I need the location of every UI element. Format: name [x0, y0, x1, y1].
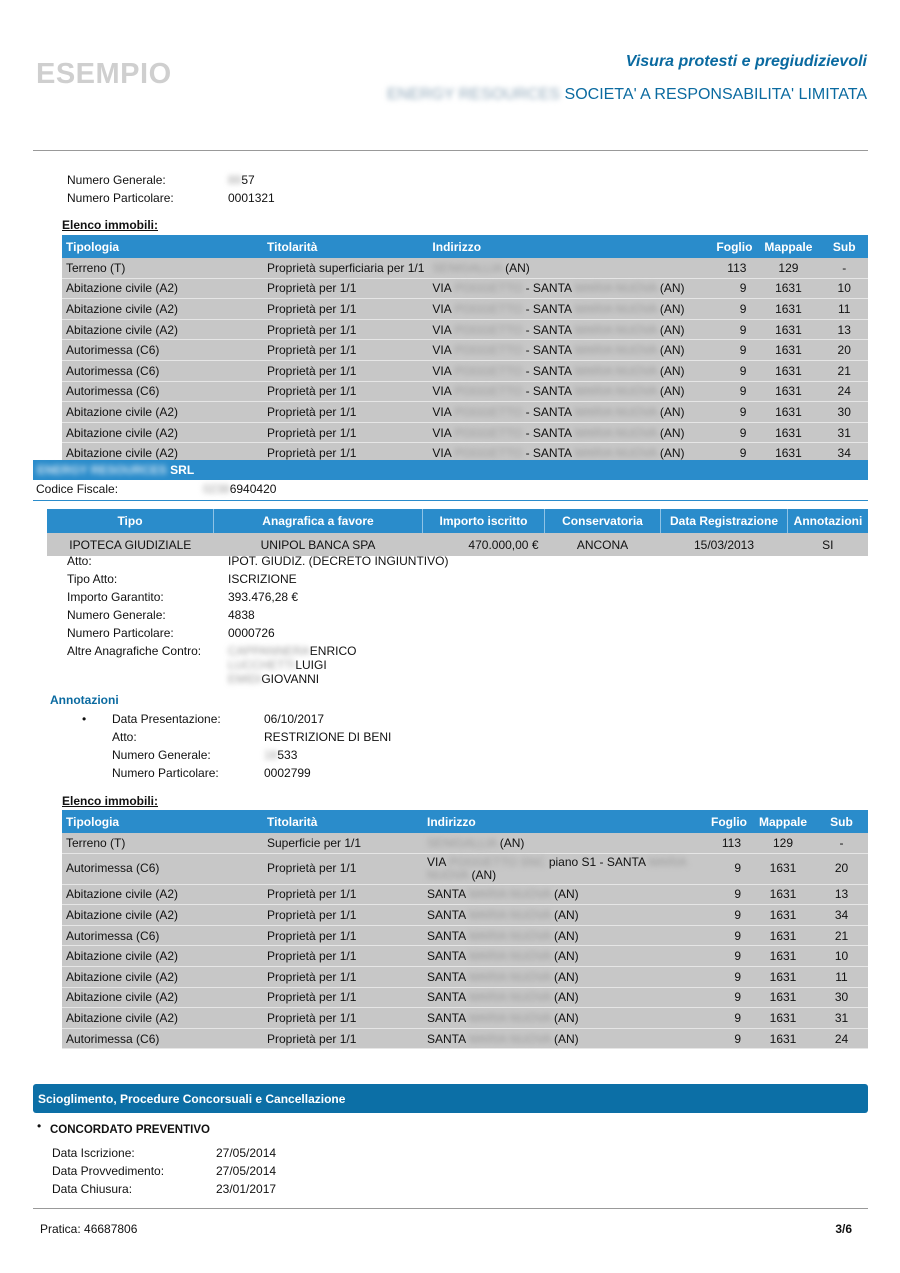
cell-foglio: 9	[706, 340, 756, 361]
cell-sub: 31	[820, 422, 868, 443]
label: Codice Fiscale:	[36, 482, 119, 496]
cell-mappale: 1631	[756, 299, 820, 320]
cell-indirizzo: VIA POGGETTO - SANTA MARIA NUOVA (AN)	[428, 340, 706, 361]
table-row	[62, 853, 868, 884]
company-name-redacted: ENERGY RESOURCES	[386, 86, 561, 103]
cell-sub: 20	[815, 853, 868, 884]
cell-indirizzo: VIA POGGETTO - SANTA MARIA NUOVA (AN)	[428, 381, 706, 402]
cell-foglio: 9	[706, 360, 756, 381]
cell-tipologia: Abitazione civile (A2)	[62, 1008, 263, 1029]
table-row	[62, 258, 868, 278]
cell-mappale: 1631	[756, 422, 820, 443]
cell-sub: 30	[815, 987, 868, 1008]
cell-foglio: 9	[701, 884, 751, 905]
cell-sub: 13	[815, 884, 868, 905]
cell-titolarita: Proprietà per 1/1	[263, 853, 423, 884]
cell-foglio: 113	[701, 833, 751, 853]
label: Numero Particolare:	[67, 191, 174, 205]
cell-indirizzo: VIA POGGETTO SNC piano S1 - SANTA MARIA NUOVA (AN)	[423, 853, 701, 884]
cell-titolarita: Proprietà per 1/1	[263, 278, 428, 299]
cell-mappale: 1631	[751, 946, 815, 967]
table-row	[62, 1028, 868, 1049]
table-row	[62, 278, 868, 299]
cell-mappale: 129	[756, 258, 820, 278]
table-row	[62, 381, 868, 402]
col-header: Titolarità	[263, 235, 428, 258]
cell-foglio: 9	[701, 1028, 751, 1049]
cell-tipo: IPOTECA GIUDIZIALE	[47, 533, 214, 556]
col-header: Mappale	[756, 235, 820, 258]
cell-foglio: 9	[706, 402, 756, 423]
cell-mappale: 1631	[751, 884, 815, 905]
cell-sub: 30	[820, 402, 868, 423]
cell-indirizzo: SANTA MARIA NUOVA (AN)	[423, 1008, 701, 1029]
cell-tipologia: Abitazione civile (A2)	[62, 905, 263, 926]
company-name-line	[387, 86, 867, 104]
cell-titolarita: Proprietà superficiaria per 1/1	[263, 258, 428, 278]
cell-titolarita: Proprietà per 1/1	[263, 884, 423, 905]
cell-foglio: 9	[701, 946, 751, 967]
cell-sub: 11	[820, 299, 868, 320]
section-title: Scioglimento, Procedure Concorsuali e Cancellazione	[38, 1092, 346, 1106]
subject-name-suffix: SRL	[170, 463, 195, 477]
cell-titolarita: Proprietà per 1/1	[263, 1028, 423, 1049]
cell-tipologia: Autorimessa (C6)	[62, 381, 263, 402]
cell-mappale: 1631	[756, 381, 820, 402]
cell-foglio: 9	[701, 1008, 751, 1029]
col-header: Indirizzo	[423, 810, 701, 833]
cell-mappale: 129	[751, 833, 815, 853]
bullet: •	[37, 1119, 42, 1133]
col-header: Anagrafica a favore	[214, 509, 423, 533]
watermark-label: ESEMPIO	[36, 58, 172, 90]
cell-sub: 24	[820, 381, 868, 402]
cell-titolarita: Proprietà per 1/1	[263, 966, 423, 987]
table-row	[62, 340, 868, 361]
col-header: Sub	[820, 235, 868, 258]
cell-indirizzo: SANTA MARIA NUOVA (AN)	[423, 884, 701, 905]
cell-sub: 34	[815, 905, 868, 926]
cell-titolarita: Proprietà per 1/1	[263, 987, 423, 1008]
col-header: Foglio	[701, 810, 751, 833]
cell-mappale: 1631	[756, 443, 820, 464]
value: 0001321	[228, 191, 275, 205]
cell-indirizzo: SANTA MARIA NUOVA (AN)	[423, 1028, 701, 1049]
cell-tipologia: Autorimessa (C6)	[62, 340, 263, 361]
table-row	[62, 360, 868, 381]
cell-mappale: 1631	[751, 966, 815, 987]
cell-sub: 13	[820, 319, 868, 340]
cell-indirizzo: VIA POGGETTO - SANTA MARIA NUOVA (AN)	[428, 402, 706, 423]
col-header: Tipologia	[62, 235, 263, 258]
cell-titolarita: Proprietà per 1/1	[263, 381, 428, 402]
subject-bar	[33, 460, 868, 480]
cell-titolarita: Proprietà per 1/1	[263, 905, 423, 926]
cell-mappale: 1631	[756, 319, 820, 340]
cell-indirizzo: SANTA MARIA NUOVA (AN)	[423, 946, 701, 967]
cell-titolarita: Proprietà per 1/1	[263, 443, 428, 464]
procedure-title: CONCORDATO PREVENTIVO	[50, 1124, 210, 1136]
cell-foglio: 9	[701, 987, 751, 1008]
cell-mappale: 1631	[751, 853, 815, 884]
cell-tipologia: Abitazione civile (A2)	[62, 884, 263, 905]
cell-importo: 470.000,00 €	[423, 533, 545, 556]
cell-tipologia: Abitazione civile (A2)	[62, 966, 263, 987]
cell-foglio: 9	[701, 925, 751, 946]
cell-indirizzo: VIA POGGETTO - SANTA MARIA NUOVA (AN)	[428, 443, 706, 464]
col-header: Tipo	[47, 509, 214, 533]
elenco-immobili-title: Elenco immobili:	[62, 794, 159, 808]
cell-indirizzo: VIA POGGETTO - SANTA MARIA NUOVA (AN)	[428, 360, 706, 381]
ipoteca-table	[47, 509, 868, 556]
cell-titolarita: Proprietà per 1/1	[263, 946, 423, 967]
cell-indirizzo: SANTA MARIA NUOVA (AN)	[423, 966, 701, 987]
col-header: Mappale	[751, 810, 815, 833]
table-row	[62, 966, 868, 987]
cell-sub: 24	[815, 1028, 868, 1049]
col-header: Sub	[815, 810, 868, 833]
cell-mappale: 1631	[751, 905, 815, 926]
header-divider	[33, 150, 868, 151]
table-row	[62, 925, 868, 946]
cell-tipologia: Autorimessa (C6)	[62, 925, 263, 946]
cell-tipologia: Abitazione civile (A2)	[62, 422, 263, 443]
cell-indirizzo: SANTA MARIA NUOVA (AN)	[423, 905, 701, 926]
table-row	[47, 533, 868, 556]
document-title: Visura protesti e pregiudizievoli	[625, 53, 867, 70]
cell-tipologia: Abitazione civile (A2)	[62, 278, 263, 299]
col-header: Tipologia	[62, 810, 263, 833]
col-header: Importo iscritto	[423, 509, 545, 533]
cell-sub: 21	[815, 925, 868, 946]
cell-sub: 21	[820, 360, 868, 381]
cell-mappale: 1631	[756, 360, 820, 381]
col-header: Titolarità	[263, 810, 423, 833]
cell-indirizzo: SENIGALLIA (AN)	[423, 833, 701, 853]
cell-tipologia: Abitazione civile (A2)	[62, 299, 263, 320]
cell-foglio: 9	[706, 381, 756, 402]
cell-sub: 31	[815, 1008, 868, 1029]
cell-titolarita: Proprietà per 1/1	[263, 360, 428, 381]
bullet: •	[82, 712, 87, 726]
cell-data-registrazione: 15/03/2013	[661, 533, 788, 556]
table-row	[62, 833, 868, 853]
cell-tipologia: Abitazione civile (A2)	[62, 946, 263, 967]
scioglimento-section-bar	[33, 1084, 868, 1113]
table-header-row	[62, 810, 868, 833]
cell-tipologia: Terreno (T)	[62, 833, 263, 853]
cell-foglio: 9	[706, 443, 756, 464]
cell-titolarita: Proprietà per 1/1	[263, 1008, 423, 1029]
cell-mappale: 1631	[756, 402, 820, 423]
cell-titolarita: Proprietà per 1/1	[263, 925, 423, 946]
cell-foglio: 9	[701, 905, 751, 926]
table-row	[62, 422, 868, 443]
cell-foglio: 9	[706, 278, 756, 299]
cell-tipologia: Abitazione civile (A2)	[62, 987, 263, 1008]
subject-divider	[33, 500, 868, 501]
table-header-row	[62, 235, 868, 258]
cell-anagrafica: UNIPOL BANCA SPA	[214, 533, 423, 556]
cell-titolarita: Proprietà per 1/1	[263, 422, 428, 443]
list-item: CAPPANNERAENRICO	[228, 644, 357, 658]
table-row	[62, 402, 868, 423]
table-row	[62, 299, 868, 320]
cell-indirizzo: SANTA MARIA NUOVA (AN)	[423, 987, 701, 1008]
label: Numero Generale:	[67, 173, 166, 187]
cell-foglio: 9	[706, 299, 756, 320]
cell-foglio: 9	[701, 966, 751, 987]
cell-sub: -	[820, 258, 868, 278]
list-item: EMIDIGIOVANNI	[228, 672, 320, 686]
col-header: Indirizzo	[428, 235, 706, 258]
page-number: 3/6	[835, 1222, 852, 1236]
col-header: Foglio	[706, 235, 756, 258]
cell-sub: -	[815, 833, 868, 853]
cell-indirizzo: SANTA MARIA NUOVA (AN)	[423, 925, 701, 946]
cell-mappale: 1631	[756, 340, 820, 361]
cell-indirizzo: SENIGALLIA (AN)	[428, 258, 706, 278]
cell-tipologia: Abitazione civile (A2)	[62, 443, 263, 464]
immobili-table	[62, 235, 868, 464]
cell-indirizzo: VIA POGGETTO - SANTA MARIA NUOVA (AN)	[428, 299, 706, 320]
cell-annotazioni: SI	[788, 533, 869, 556]
table-row	[62, 319, 868, 340]
cell-tipologia: Terreno (T)	[62, 258, 263, 278]
cell-indirizzo: VIA POGGETTO - SANTA MARIA NUOVA (AN)	[428, 278, 706, 299]
pratica-number: Pratica: 46687806	[40, 1222, 138, 1236]
subject-name-redacted: ENERGY RESOURCES	[37, 463, 167, 477]
cell-sub: 20	[820, 340, 868, 361]
cell-sub: 11	[815, 966, 868, 987]
cell-sub: 10	[815, 946, 868, 967]
cell-mappale: 1631	[756, 278, 820, 299]
cell-titolarita: Superficie per 1/1	[263, 833, 423, 853]
cell-tipologia: Autorimessa (C6)	[62, 1028, 263, 1049]
cell-sub: 34	[820, 443, 868, 464]
immobili-table	[62, 810, 868, 1049]
company-legal-form: SOCIETA' A RESPONSABILITA' LIMITATA	[564, 86, 867, 103]
cell-indirizzo: VIA POGGETTO - SANTA MARIA NUOVA (AN)	[428, 319, 706, 340]
footer-divider	[33, 1208, 868, 1209]
cell-foglio: 113	[706, 258, 756, 278]
cell-foglio: 9	[706, 422, 756, 443]
cell-titolarita: Proprietà per 1/1	[263, 319, 428, 340]
table-row	[62, 987, 868, 1008]
cell-titolarita: Proprietà per 1/1	[263, 402, 428, 423]
cell-mappale: 1631	[751, 987, 815, 1008]
cell-foglio: 9	[706, 319, 756, 340]
table-header-row	[47, 509, 868, 533]
table-row	[62, 946, 868, 967]
table-row	[62, 1008, 868, 1029]
cell-indirizzo: VIA POGGETTO - SANTA MARIA NUOVA (AN)	[428, 422, 706, 443]
cell-titolarita: Proprietà per 1/1	[263, 299, 428, 320]
cell-foglio: 9	[701, 853, 751, 884]
col-header: Data Registrazione	[661, 509, 788, 533]
table-row	[62, 884, 868, 905]
cell-tipologia: Autorimessa (C6)	[62, 853, 263, 884]
table-row	[62, 905, 868, 926]
cell-sub: 10	[820, 278, 868, 299]
col-header: Conservatoria	[545, 509, 661, 533]
cell-titolarita: Proprietà per 1/1	[263, 340, 428, 361]
cell-mappale: 1631	[751, 1028, 815, 1049]
list-item: LUCCHETTILUIGI	[228, 658, 327, 672]
cell-mappale: 1631	[751, 1008, 815, 1029]
annotazioni-title: Annotazioni	[50, 693, 119, 707]
cell-mappale: 1631	[751, 925, 815, 946]
value: 02386940420	[203, 482, 277, 496]
col-header: Annotazioni	[788, 509, 869, 533]
cell-tipologia: Abitazione civile (A2)	[62, 402, 263, 423]
cell-conservatoria: ANCONA	[545, 533, 661, 556]
elenco-immobili-title: Elenco immobili:	[62, 218, 159, 232]
value: 8957	[228, 173, 255, 187]
cell-tipologia: Autorimessa (C6)	[62, 360, 263, 381]
cell-tipologia: Abitazione civile (A2)	[62, 319, 263, 340]
